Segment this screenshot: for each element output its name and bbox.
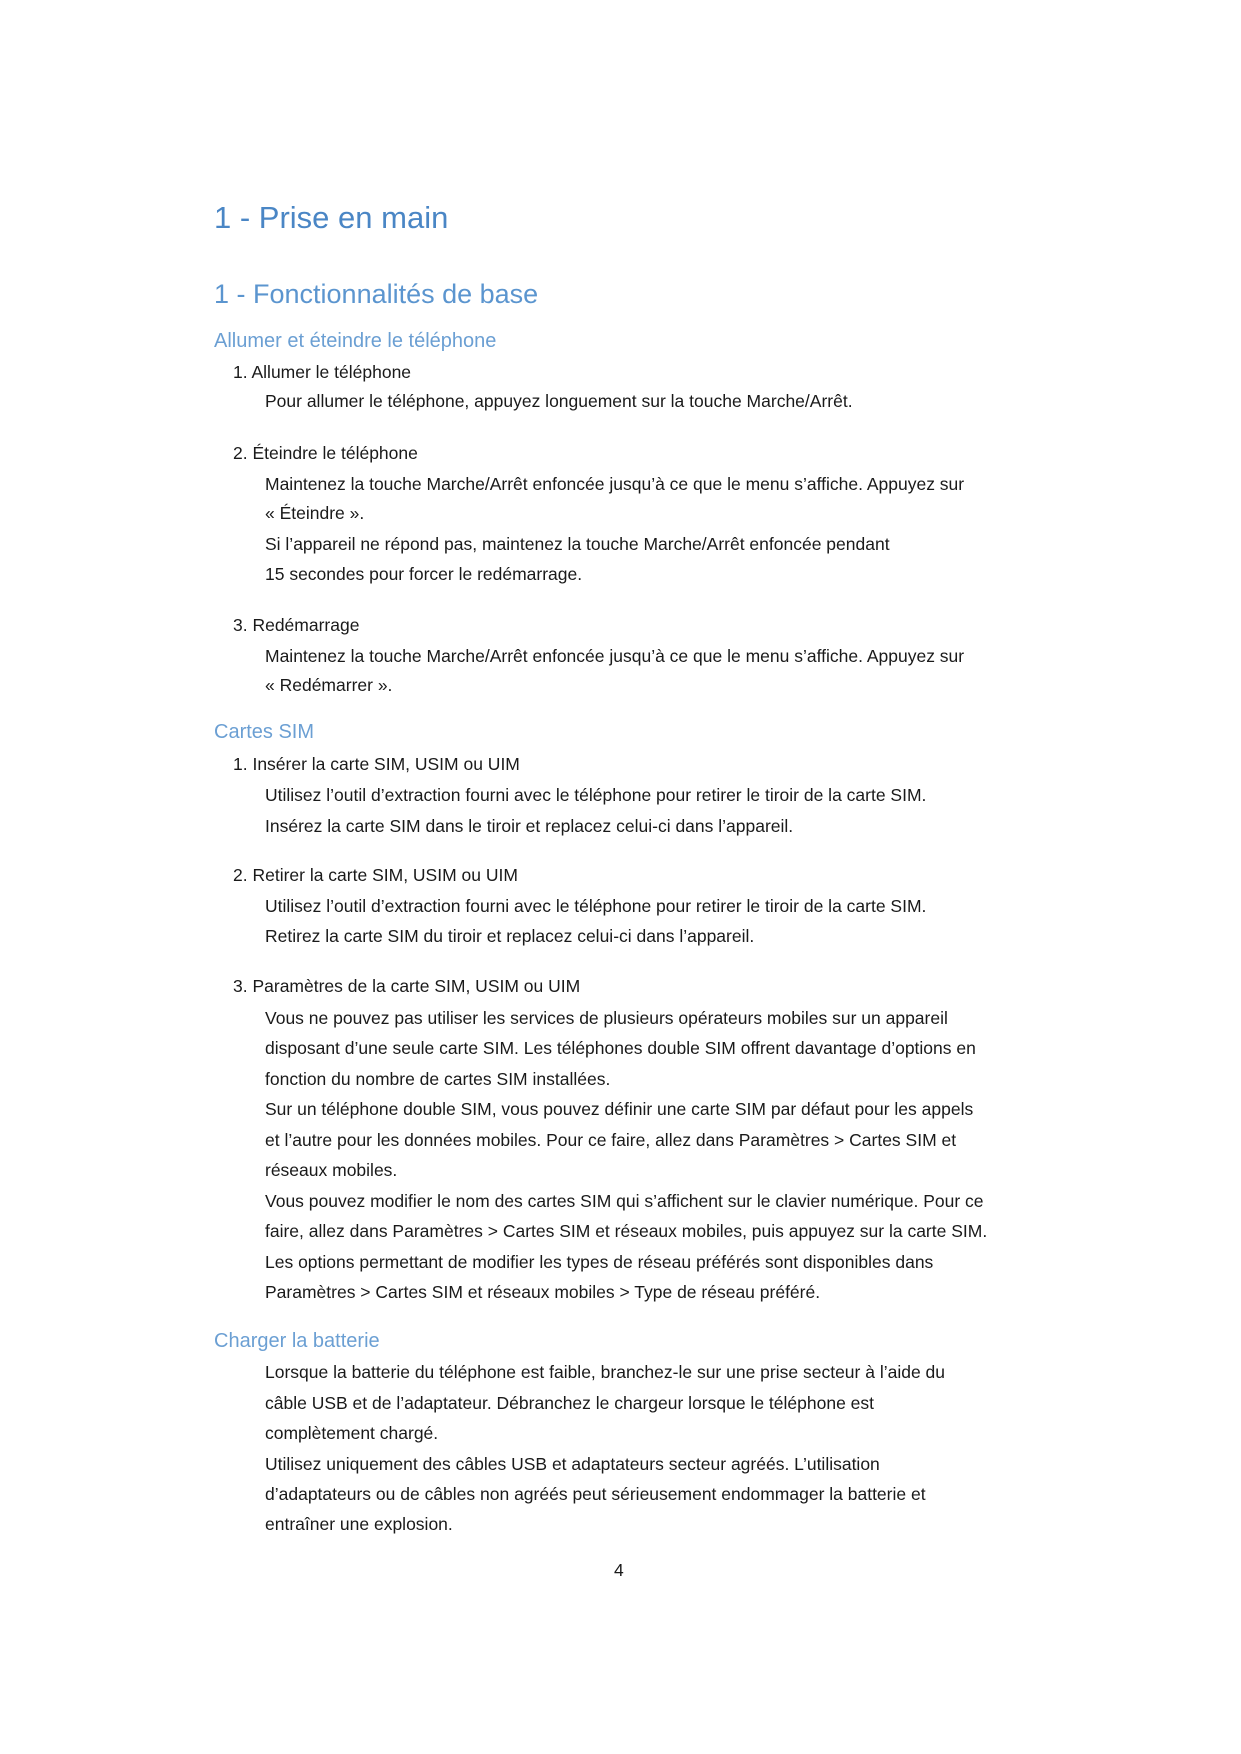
power-heading: Allumer et éteindre le téléphone <box>214 330 497 352</box>
power-item-title: 3. Redémarrage <box>233 615 360 635</box>
battery-text: complètement chargé. <box>265 1423 439 1443</box>
power-item-text: « Éteindre ». <box>265 503 365 523</box>
sim-item-text: disposant d’une seule carte SIM. Les téléphones double SIM offrent davantage d’options en <box>265 1038 976 1058</box>
sim-item-text: Sur un téléphone double SIM, vous pouvez définir une carte SIM par défaut pour les appels <box>265 1099 974 1119</box>
power-item-text: Si l’appareil ne répond pas, maintenez la touche Marche/Arrêt enfoncée pendant <box>265 534 890 554</box>
battery-text: Utilisez uniquement des câbles USB et adaptateurs secteur agréés. L’utilisation <box>265 1454 880 1474</box>
power-item-title: 2. Éteindre le téléphone <box>233 443 418 463</box>
sim-item-text: Utilisez l’outil d’extraction fourni avec le téléphone pour retirer le tiroir de la carte SIM. <box>265 785 927 805</box>
battery-heading: Charger la batterie <box>214 1330 380 1352</box>
sim-item-text: Retirez la carte SIM du tiroir et replacez celui-ci dans l’appareil. <box>265 926 755 946</box>
sim-item-text: Vous pouvez modifier le nom des cartes SIM qui s’affichent sur le clavier numérique. Pour ce <box>265 1191 984 1211</box>
battery-text: Lorsque la batterie du téléphone est faible, branchez-le sur une prise secteur à l’aide du <box>265 1362 946 1382</box>
battery-text: d’adaptateurs ou de câbles non agréés peut sérieusement endommager la batterie et <box>265 1484 926 1504</box>
sim-item-text: Utilisez l’outil d’extraction fourni avec le téléphone pour retirer le tiroir de la carte SIM. <box>265 896 927 916</box>
battery-text: entraîner une explosion. <box>265 1514 453 1534</box>
sim-item-text: réseaux mobiles. <box>265 1160 398 1180</box>
power-item-text: « Redémarrer ». <box>265 675 393 695</box>
power-item-text: Maintenez la touche Marche/Arrêt enfoncée jusqu’à ce que le menu s’affiche. Appuyez sur <box>265 646 965 666</box>
sim-item-title: 2. Retirer la carte SIM, USIM ou UIM <box>233 865 518 885</box>
sim-item-text: faire, allez dans Paramètres > Cartes SIM et réseaux mobiles, puis appuyez sur la carte SIM. <box>265 1221 988 1241</box>
section-title: 1 - Fonctionnalités de base <box>214 279 539 309</box>
power-item-title: 1. Allumer le téléphone <box>233 362 412 382</box>
battery-text: câble USB et de l’adaptateur. Débranchez le chargeur lorsque le téléphone est <box>265 1393 875 1413</box>
sim-item-text: Paramètres > Cartes SIM et réseaux mobiles > Type de réseau préféré. <box>265 1282 821 1302</box>
sim-item-text: Vous ne pouvez pas utiliser les services de plusieurs opérateurs mobiles sur un appareil <box>265 1008 948 1028</box>
power-item-text: 15 secondes pour forcer le redémarrage. <box>265 564 583 584</box>
sim-item-text: et l’autre pour les données mobiles. Pour ce faire, allez dans Paramètres > Cartes SIM et <box>265 1130 957 1150</box>
power-item-text: Maintenez la touche Marche/Arrêt enfoncée jusqu’à ce que le menu s’affiche. Appuyez sur <box>265 474 965 494</box>
page-number: 4 <box>614 1560 624 1580</box>
chapter-title: 1 - Prise en main <box>214 200 449 235</box>
sim-heading: Cartes SIM <box>214 721 315 743</box>
sim-item-text: fonction du nombre de cartes SIM installées. <box>265 1069 611 1089</box>
sim-item-title: 3. Paramètres de la carte SIM, USIM ou UIM <box>233 976 581 996</box>
sim-item-title: 1. Insérer la carte SIM, USIM ou UIM <box>233 754 520 774</box>
sim-item-text: Les options permettant de modifier les types de réseau préférés sont disponibles dans <box>265 1252 934 1272</box>
power-item-text: Pour allumer le téléphone, appuyez longuement sur la touche Marche/Arrêt. <box>265 391 853 411</box>
sim-item-text: Insérez la carte SIM dans le tiroir et replacez celui-ci dans l’appareil. <box>265 816 794 836</box>
